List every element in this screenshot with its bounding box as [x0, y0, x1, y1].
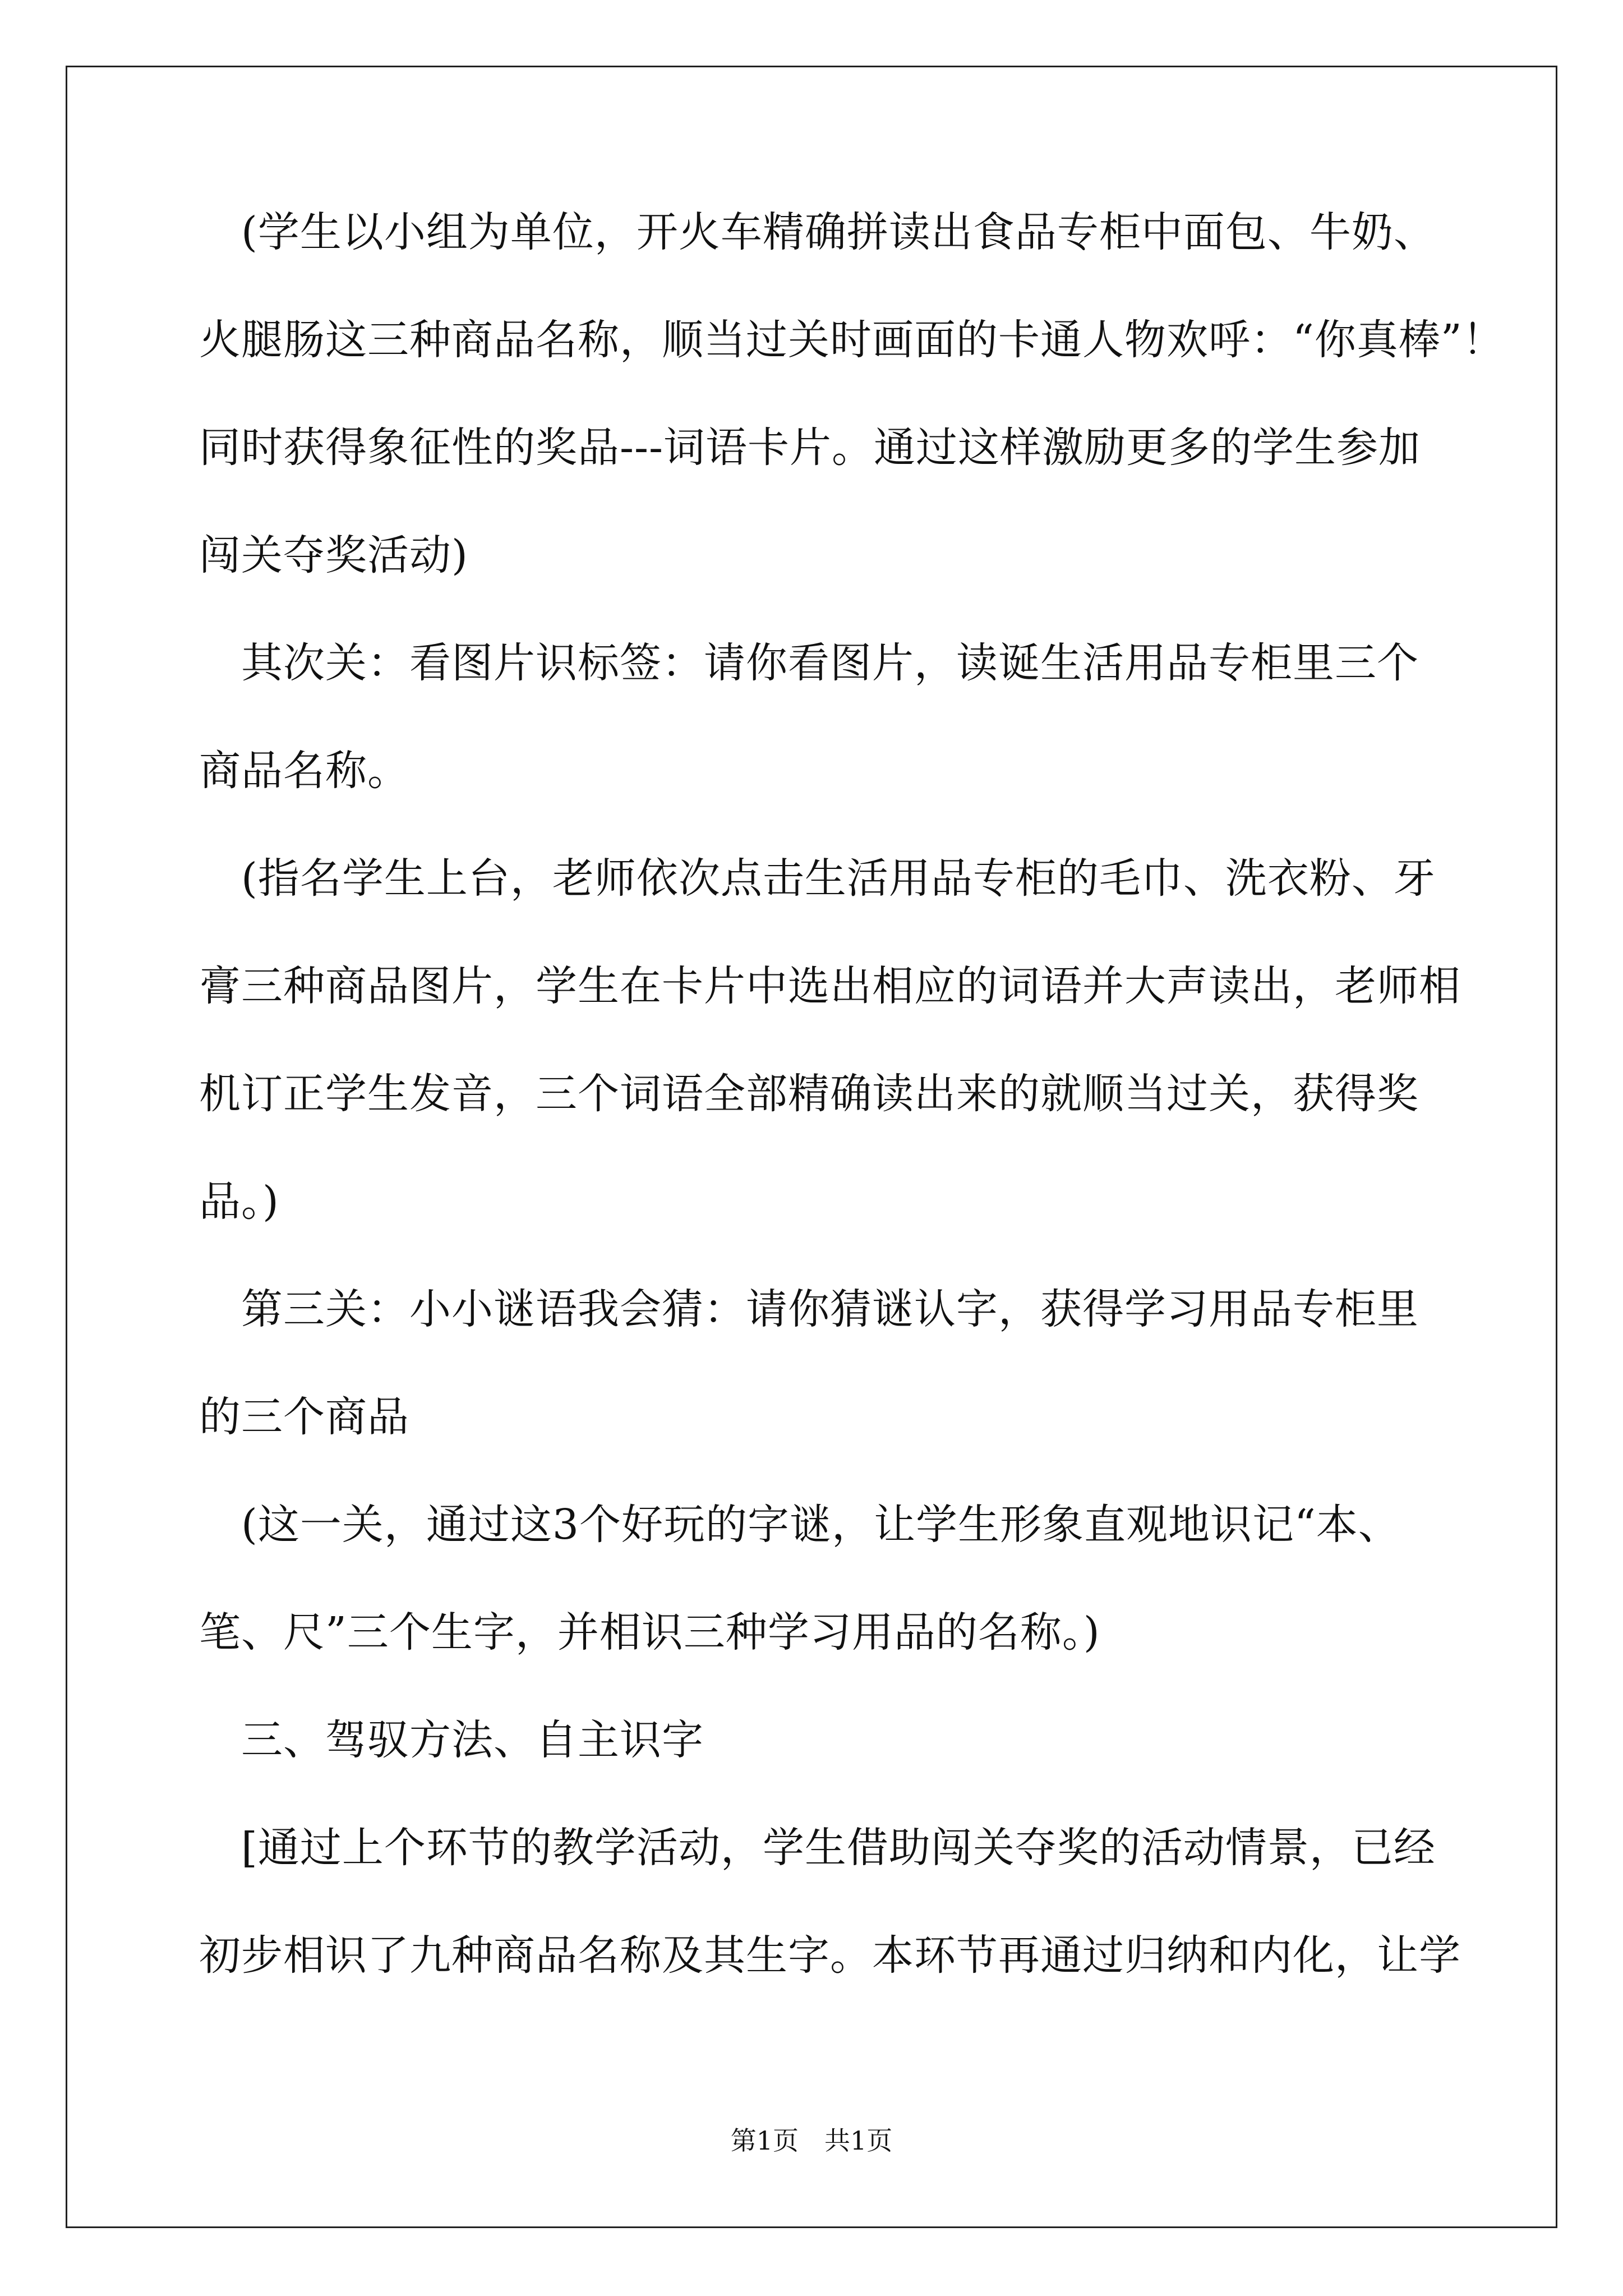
text-line-12: 的三个商品 [199, 1393, 409, 1441]
text-line-9: 机订正学生发音，三个词语全部精确读出来的就顺当过关，获得奖 [199, 1070, 1419, 1118]
text-line-6: 商品名称。 [199, 747, 409, 795]
text-line-3: 同时获得象征性的奖品---词语卡片。通过这样激励更多的学生参加 [199, 424, 1421, 472]
text-line-13: (这一关，通过这3个好玩的字谜，让学生形象直观地识记“本、 [199, 1501, 1400, 1549]
text-line-10: 品。) [199, 1177, 279, 1226]
text-line-1: (学生以小组为单位，开火车精确拼读出食品专柜中面包、牛奶、 [199, 208, 1436, 256]
text-line-7: (指名学生上台，老师依次点击生活用品专柜的毛巾、洗衣粉、牙 [199, 854, 1436, 903]
text-line-8: 膏三种商品图片，学生在卡片中选出相应的词语并大声读出，老师相 [199, 962, 1461, 1010]
text-line-14: 笔、尺”三个生字，并相识三种学习用品的名称。) [199, 1608, 1100, 1657]
text-line-4: 闯关夺奖活动) [199, 531, 468, 579]
text-line-11: 第三关：小小谜语我会猜：请你猜谜认字，获得学习用品专柜里 [199, 1285, 1419, 1333]
text-line-17: 初步相识了九种商品名称及其生字。本环节再通过归纳和内化，让学 [199, 1931, 1461, 1980]
text-line-15: 三、驾驭方法、自主识字 [199, 1716, 704, 1764]
page-footer: 第1页 共1页 [730, 2125, 893, 2156]
text-line-5: 其次关：看图片识标签：请你看图片，读诞生活用品专柜里三个 [199, 639, 1419, 687]
text-line-2: 火腿肠这三种商品名称，顺当过关时画面的卡通人物欢呼：“你真棒”！ [199, 316, 1505, 364]
page-border [66, 66, 1557, 2228]
text-line-16: [通过上个环节的教学活动，学生借助闯关夺奖的活动情景，已经 [199, 1824, 1436, 1872]
